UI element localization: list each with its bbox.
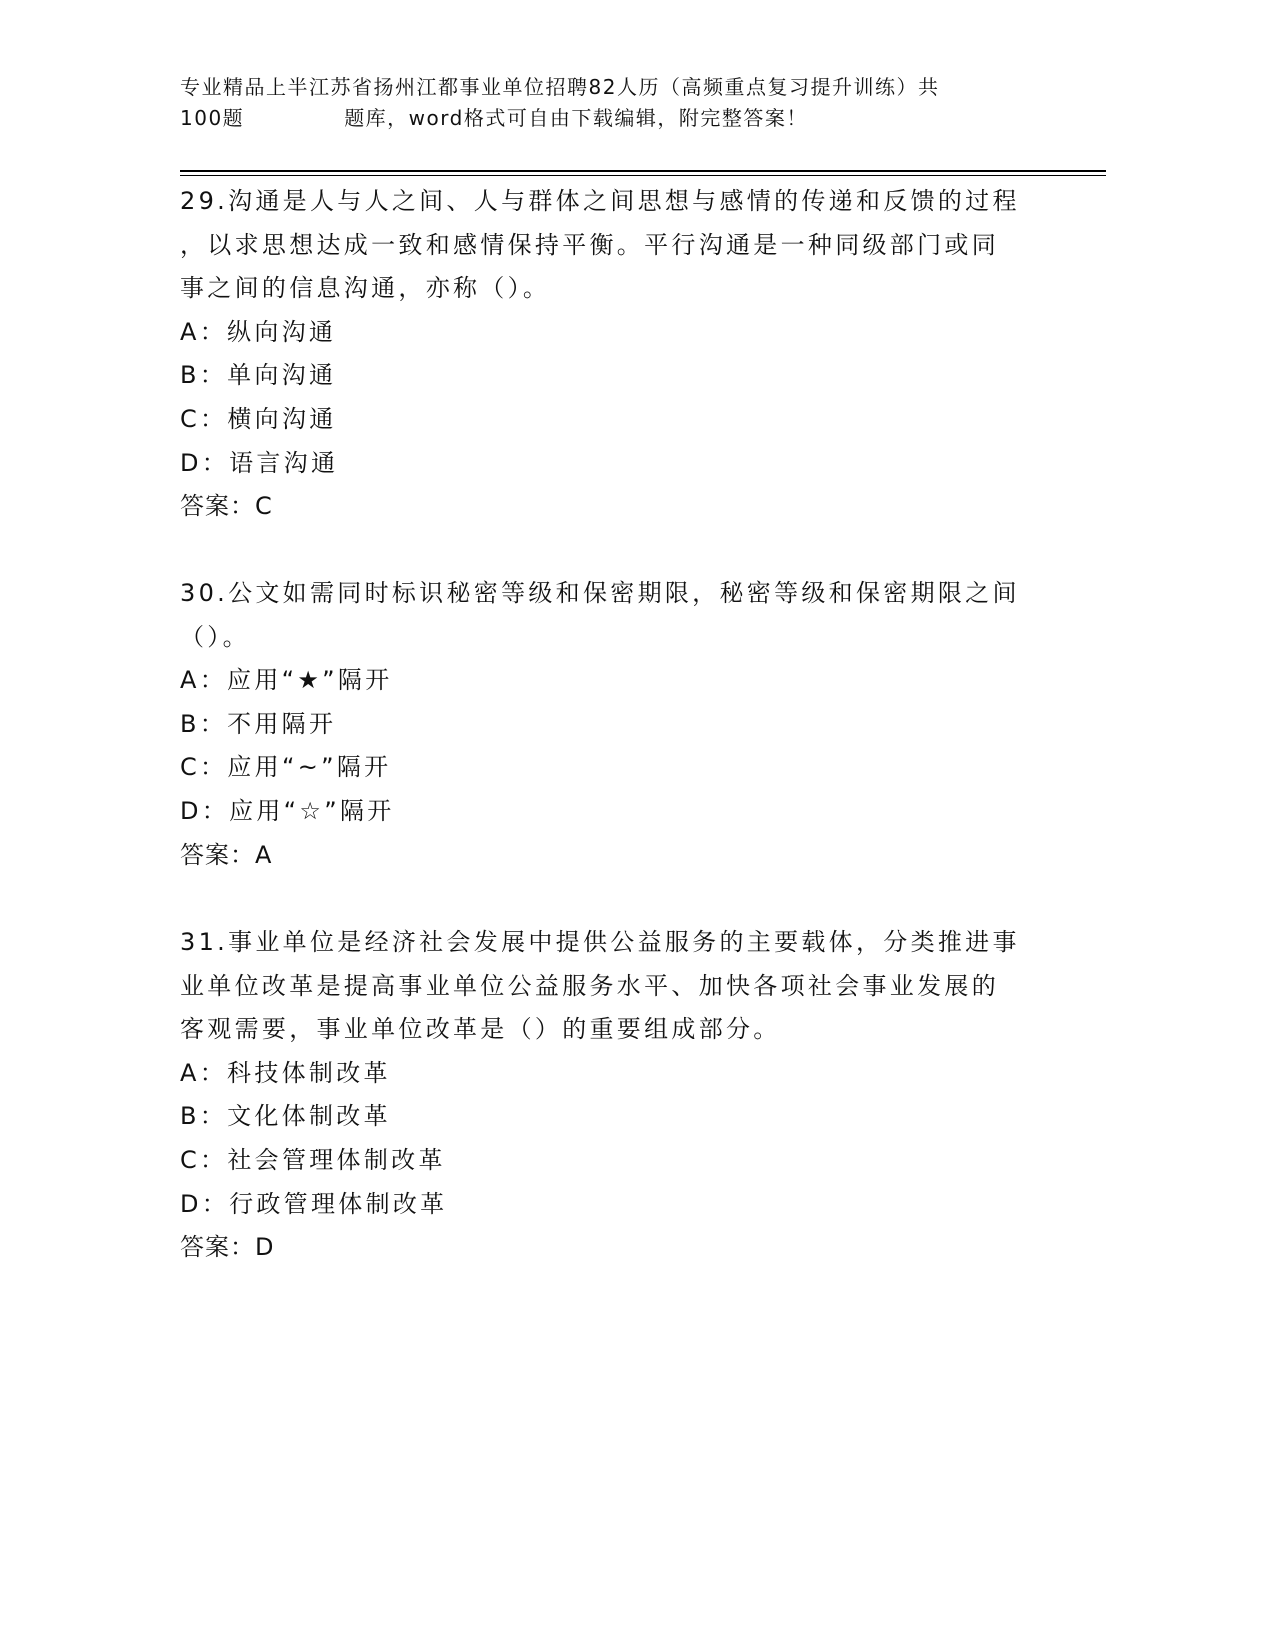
option-a: A：应用“★”隔开 [180, 666, 393, 695]
header-title-count: 100题 [180, 106, 245, 130]
answer: 答案：A [180, 840, 273, 869]
question-stem-line: 31.事业单位是经济社会发展中提供公益服务的主要载体，分类推进事 [180, 928, 1020, 956]
question-stem-line: 事之间的信息沟通，亦称（）。 [180, 274, 551, 303]
answer: 答案：D [180, 1233, 275, 1262]
option-d: D：行政管理体制改革 [180, 1189, 448, 1218]
question-30 [180, 572, 1020, 877]
question-stem-line: ，以求思想达成一致和感情保持平衡。平行沟通是一种同级部门或同 [180, 230, 999, 259]
option-c: C：社会管理体制改革 [180, 1145, 446, 1174]
question-stem-line: 30.公文如需同时标识秘密等级和保密期限，秘密等级和保密期限之间 [180, 579, 1020, 607]
option-b: B：单向沟通 [180, 361, 337, 390]
question-29 [180, 180, 1020, 529]
option-d: D：语言沟通 [180, 448, 339, 477]
option-d: D：应用“☆”隔开 [180, 796, 395, 825]
header-divider-top [180, 170, 1106, 172]
question-stem-line: （）。 [180, 622, 250, 651]
header-divider-bottom [180, 175, 1106, 176]
option-b: B：文化体制改革 [180, 1102, 391, 1131]
question-stem-line: 29.沟通是人与人之间、人与群体之间思想与感情的传递和反馈的过程 [180, 187, 1020, 215]
option-a: A：科技体制改革 [180, 1058, 391, 1087]
question-stem-line: 客观需要，事业单位改革是（）的重要组成部分。 [180, 1015, 781, 1044]
option-b: B：不用隔开 [180, 709, 337, 738]
header-title-line1: 专业精品上半江苏省扬州江都事业单位招聘82人历（高频重点复习提升训练）共 [180, 75, 940, 99]
question-31 [180, 921, 1020, 1270]
answer: 答案：C [180, 492, 273, 521]
option-c: C：应用“~”隔开 [180, 753, 392, 782]
header-title-line2: 题库，word格式可自由下载编辑，附完整答案！ [344, 106, 808, 130]
option-a: A：纵向沟通 [180, 317, 337, 346]
document-header [180, 72, 939, 134]
question-stem-line: 业单位改革是提高事业单位公益服务水平、加快各项社会事业发展的 [180, 971, 999, 1000]
option-c: C：横向沟通 [180, 404, 337, 433]
